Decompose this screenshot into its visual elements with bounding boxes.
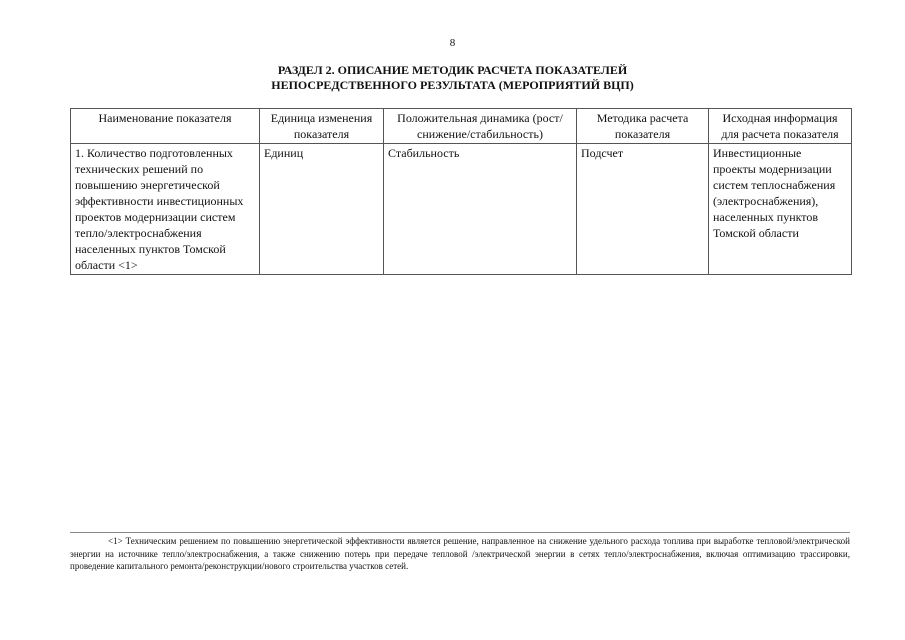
footnote: <1> Техническим решением по повышению энергетической эффективности является решение, направленное на снижение удельного расхода топлива при выработке тепловой/электрической энергии на источнике тепло/электроснабжения, а также снижению потерь при передаче тепловой /электрической энергии в сетях тепло/электроснабжения, включая оптимизацию трассировки, проведение капитального ремонта/реконструкции/нового строительства участков сетей. <box>70 536 850 571</box>
header-dynamics: Положительная динамика (рост/снижение/стабильность) <box>384 109 577 144</box>
footnote-separator <box>70 532 850 533</box>
header-unit: Единица изменения показателя <box>260 109 384 144</box>
cell-method: Подсчет <box>577 144 709 275</box>
header-source: Исходная информация для расчета показателя <box>709 109 852 144</box>
section-title-line-2: НЕПОСРЕДСТВЕННОГО РЕЗУЛЬТАТА (МЕРОПРИЯТИЙ ВЦП) <box>271 78 634 92</box>
cell-indicator-name: 1. Количество подготовленных технических решений по повышению энергетической эффективности инвестиционных проектов модернизации систем тепло/электроснабжения населенных пунктов Томской области <1> <box>71 144 260 275</box>
cell-dynamics: Стабильность <box>384 144 577 275</box>
indicators-table <box>70 108 852 275</box>
section-title <box>0 63 905 93</box>
header-method: Методика расчета показателя <box>577 109 709 144</box>
cell-source: Инвестиционные проекты модернизации систем теплоснабжения (электроснабжения), населенных пунктов Томской области <box>709 144 852 275</box>
section-title-line-1: РАЗДЕЛ 2. ОПИСАНИЕ МЕТОДИК РАСЧЕТА ПОКАЗАТЕЛЕЙ <box>277 63 628 77</box>
table-header-row <box>71 109 852 144</box>
table-row <box>71 144 852 275</box>
header-indicator-name: Наименование показателя <box>71 109 260 144</box>
cell-unit: Единиц <box>260 144 384 275</box>
page-number: 8 <box>449 37 456 49</box>
